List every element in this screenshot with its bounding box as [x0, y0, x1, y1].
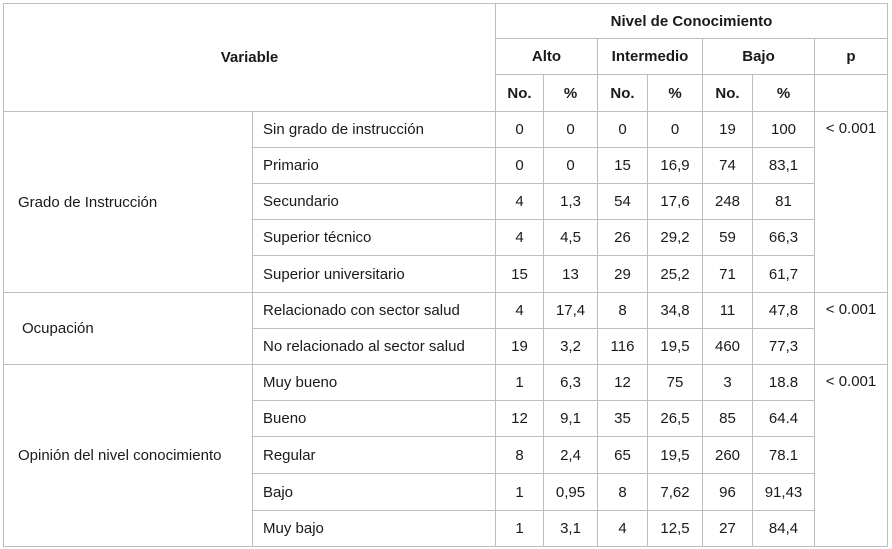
intermedio-pct-header: % — [648, 75, 703, 112]
table-row — [4, 365, 888, 401]
cell-alto-no: 0 — [496, 112, 544, 148]
cell-bajo-no: 19 — [703, 112, 753, 148]
cell-bajo-no: 248 — [703, 184, 753, 220]
intermedio-header: Intermedio — [598, 39, 703, 75]
category-label: Bajo — [253, 474, 496, 511]
p-value: < 0.001 — [815, 293, 888, 365]
table-row — [4, 293, 888, 329]
cell-int-pct: 26,5 — [648, 401, 703, 437]
cell-int-no: 15 — [598, 148, 648, 184]
cell-alto-pct: 0 — [544, 148, 598, 184]
cell-bajo-pct: 61,7 — [753, 256, 815, 293]
cell-bajo-no: 460 — [703, 329, 753, 365]
cell-int-no: 65 — [598, 437, 648, 474]
cell-alto-no: 1 — [496, 474, 544, 511]
category-label: Regular — [253, 437, 496, 474]
category-label: Bueno — [253, 401, 496, 437]
category-label: Primario — [253, 148, 496, 184]
cell-int-no: 26 — [598, 220, 648, 256]
cell-int-pct: 29,2 — [648, 220, 703, 256]
cell-alto-pct: 1,3 — [544, 184, 598, 220]
category-label: Muy bajo — [253, 511, 496, 547]
cell-bajo-no: 260 — [703, 437, 753, 474]
cell-int-pct: 19,5 — [648, 437, 703, 474]
cell-alto-pct: 17,4 — [544, 293, 598, 329]
cell-bajo-no: 71 — [703, 256, 753, 293]
cell-bajo-pct: 78.1 — [753, 437, 815, 474]
cell-bajo-no: 3 — [703, 365, 753, 401]
cell-bajo-pct: 47,8 — [753, 293, 815, 329]
alto-header: Alto — [496, 39, 598, 75]
alto-no-header: No. — [496, 75, 544, 112]
cell-bajo-pct: 64.4 — [753, 401, 815, 437]
cell-int-pct: 16,9 — [648, 148, 703, 184]
cell-alto-pct: 0,95 — [544, 474, 598, 511]
cell-alto-no: 4 — [496, 184, 544, 220]
cell-int-no: 0 — [598, 112, 648, 148]
cell-int-pct: 19,5 — [648, 329, 703, 365]
table-body — [4, 112, 888, 547]
knowledge-level-table — [3, 3, 888, 547]
cell-alto-pct: 3,1 — [544, 511, 598, 547]
cell-alto-pct: 9,1 — [544, 401, 598, 437]
cell-bajo-pct: 81 — [753, 184, 815, 220]
category-label: No relacionado al sector salud — [253, 329, 496, 365]
cell-int-no: 8 — [598, 293, 648, 329]
cell-int-no: 116 — [598, 329, 648, 365]
cell-alto-no: 0 — [496, 148, 544, 184]
cell-alto-pct: 13 — [544, 256, 598, 293]
alto-pct-header: % — [544, 75, 598, 112]
cell-bajo-no: 96 — [703, 474, 753, 511]
cell-int-pct: 25,2 — [648, 256, 703, 293]
cell-bajo-pct: 18.8 — [753, 365, 815, 401]
cell-bajo-no: 11 — [703, 293, 753, 329]
category-label: Superior técnico — [253, 220, 496, 256]
p-unit-header — [815, 75, 888, 112]
cell-alto-pct: 2,4 — [544, 437, 598, 474]
category-label: Relacionado con sector salud — [253, 293, 496, 329]
cell-bajo-pct: 91,43 — [753, 474, 815, 511]
cell-int-no: 35 — [598, 401, 648, 437]
cell-int-no: 29 — [598, 256, 648, 293]
cell-alto-no: 4 — [496, 293, 544, 329]
p-value: < 0.001 — [815, 112, 888, 293]
cell-int-pct: 0 — [648, 112, 703, 148]
intermedio-no-header: No. — [598, 75, 648, 112]
cell-int-pct: 12,5 — [648, 511, 703, 547]
cell-bajo-pct: 66,3 — [753, 220, 815, 256]
cell-alto-no: 8 — [496, 437, 544, 474]
cell-alto-no: 19 — [496, 329, 544, 365]
cell-alto-pct: 6,3 — [544, 365, 598, 401]
category-label: Secundario — [253, 184, 496, 220]
cell-alto-no: 12 — [496, 401, 544, 437]
category-label: Sin grado de instrucción — [253, 112, 496, 148]
cell-int-no: 12 — [598, 365, 648, 401]
p-value: < 0.001 — [815, 365, 888, 547]
p-header: p — [815, 39, 888, 75]
variable-header: Variable — [4, 4, 496, 112]
bajo-no-header: No. — [703, 75, 753, 112]
cell-int-no: 8 — [598, 474, 648, 511]
group-label: Grado de Instrucción — [4, 112, 253, 293]
cell-bajo-pct: 77,3 — [753, 329, 815, 365]
cell-int-no: 54 — [598, 184, 648, 220]
knowledge-level-header: Nivel de Conocimiento — [496, 4, 888, 39]
bajo-header: Bajo — [703, 39, 815, 75]
cell-bajo-no: 59 — [703, 220, 753, 256]
table-row — [4, 112, 888, 148]
cell-alto-no: 1 — [496, 511, 544, 547]
header-row-top — [4, 4, 888, 39]
group-label: Ocupación — [4, 293, 253, 365]
cell-alto-pct: 3,2 — [544, 329, 598, 365]
cell-alto-pct: 0 — [544, 112, 598, 148]
cell-bajo-no: 27 — [703, 511, 753, 547]
cell-int-pct: 17,6 — [648, 184, 703, 220]
cell-alto-no: 15 — [496, 256, 544, 293]
cell-bajo-pct: 84,4 — [753, 511, 815, 547]
cell-alto-pct: 4,5 — [544, 220, 598, 256]
bajo-pct-header: % — [753, 75, 815, 112]
cell-alto-no: 4 — [496, 220, 544, 256]
category-label: Superior universitario — [253, 256, 496, 293]
cell-alto-no: 1 — [496, 365, 544, 401]
category-label: Muy bueno — [253, 365, 496, 401]
cell-bajo-pct: 100 — [753, 112, 815, 148]
cell-int-no: 4 — [598, 511, 648, 547]
cell-bajo-no: 74 — [703, 148, 753, 184]
cell-int-pct: 34,8 — [648, 293, 703, 329]
cell-bajo-no: 85 — [703, 401, 753, 437]
cell-bajo-pct: 83,1 — [753, 148, 815, 184]
cell-int-pct: 7,62 — [648, 474, 703, 511]
cell-int-pct: 75 — [648, 365, 703, 401]
group-label: Opinión del nivel conocimiento — [4, 365, 253, 547]
